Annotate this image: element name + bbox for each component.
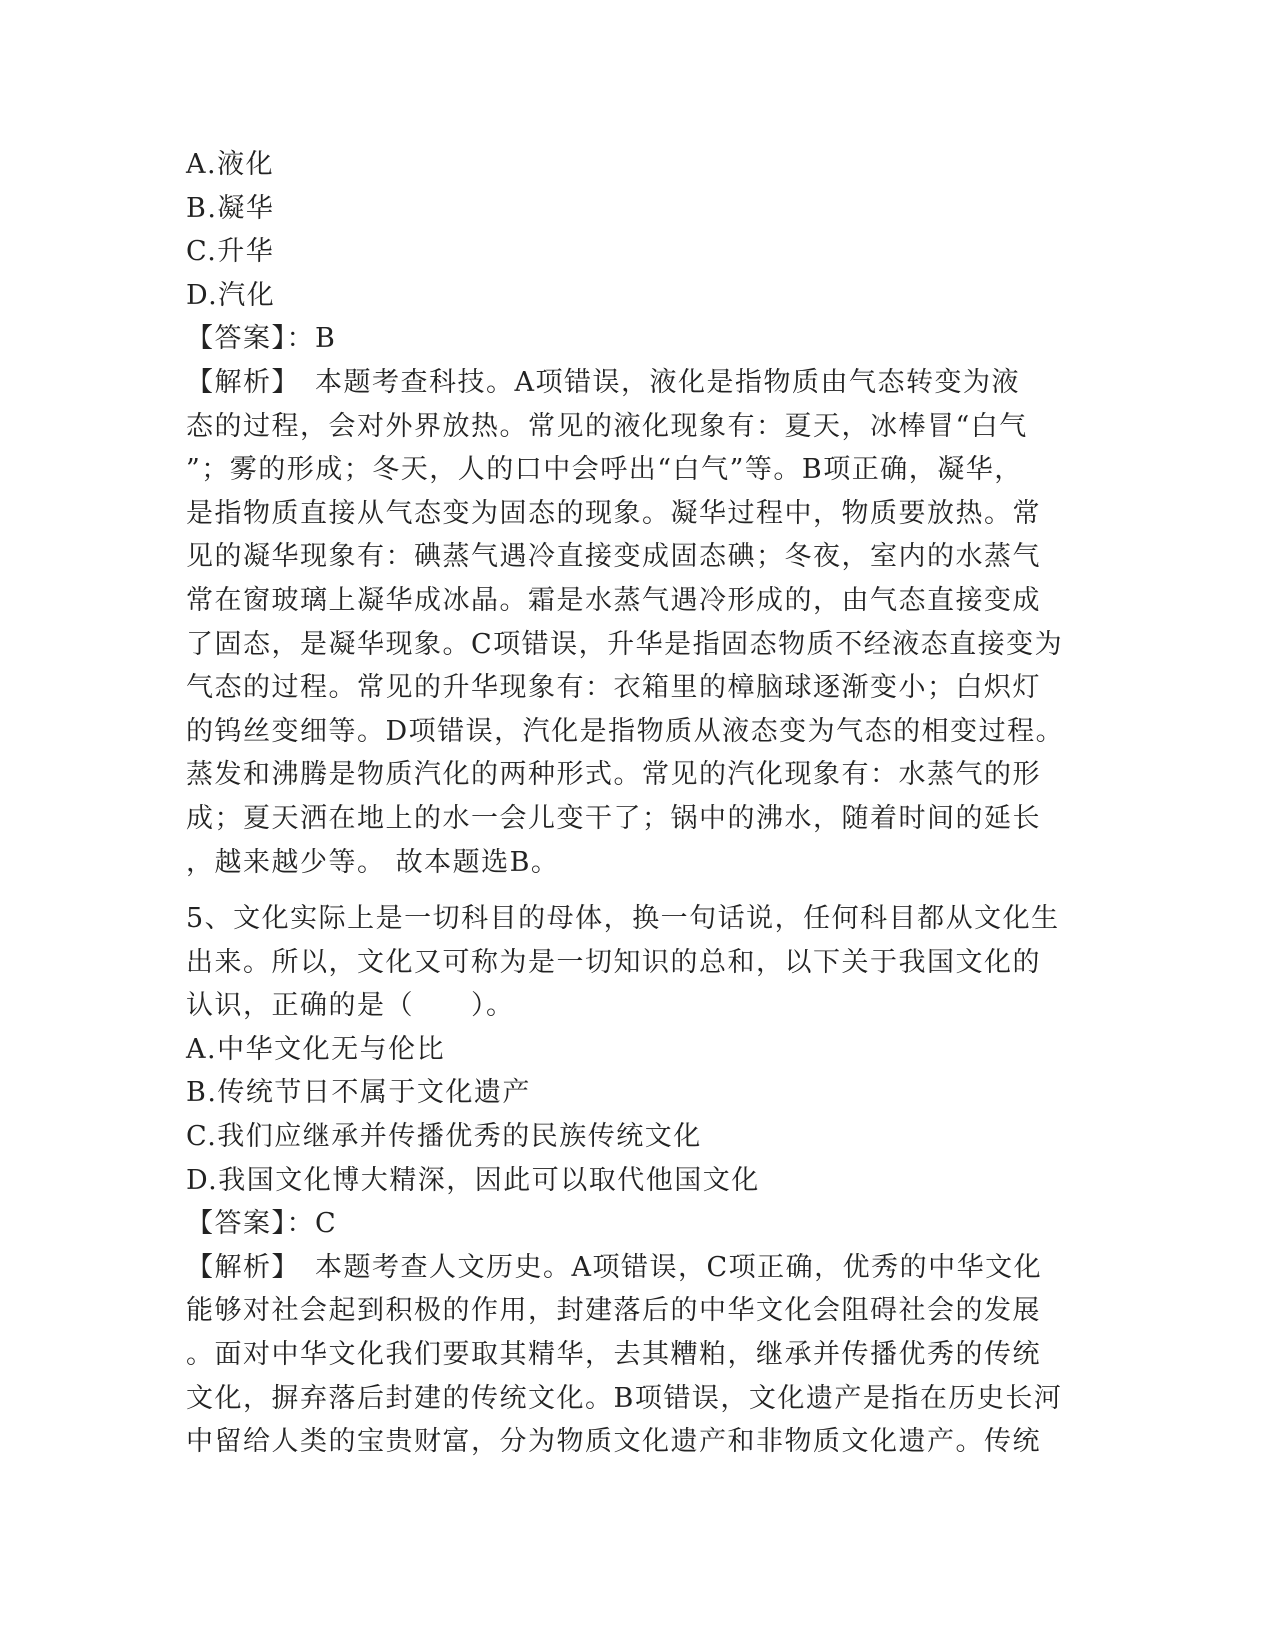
document-page xyxy=(186,143,1086,1464)
analysis-line: 文化，摒弃落后封建的传统文化。B项错误，文化遗产是指在历史长河 xyxy=(186,1382,1063,1414)
analysis-line: 能够对社会起到积极的作用，封建落后的中华文化会阻碍社会的发展 xyxy=(186,1295,1041,1327)
analysis-paragraph xyxy=(186,1246,1086,1464)
question-5-block xyxy=(186,897,1086,1464)
analysis-line: 【解析】 本题考查科技。A项错误，液化是指物质由气态转变为液 xyxy=(186,366,1020,398)
analysis-line: 成；夏天洒在地上的水一会儿变干了；锅中的沸水，随着时间的延长 xyxy=(186,802,1041,834)
option-c: C.升华 xyxy=(186,236,275,268)
analysis-line: 态的过程，会对外界放热。常见的液化现象有：夏天，冰棒冒“白气 xyxy=(186,410,1028,442)
analysis-line: ，越来越少等。 故本题选B。 xyxy=(186,846,560,878)
option-d: D.我国文化博大精深，因此可以取代他国文化 xyxy=(186,1164,760,1196)
analysis-line: 是指物质直接从气态变为固态的现象。凝华过程中，物质要放热。常 xyxy=(186,497,1041,529)
analysis-line: 。面对中华文化我们要取其精华，去其糟粕，继承并传播优秀的传统 xyxy=(186,1339,1041,1371)
option-b: B.传统节日不属于文化遗产 xyxy=(186,1077,531,1109)
question-line: 5、文化实际上是一切科目的母体，换一句话说，任何科目都从文化生 xyxy=(186,903,1060,935)
option-d: D.汽化 xyxy=(186,279,276,311)
option-a: A.中华文化无与伦比 xyxy=(186,1033,446,1065)
analysis-line: 蒸发和沸腾是物质汽化的两种形式。常见的汽化现象有：水蒸气的形 xyxy=(186,759,1041,791)
option-b: B.凝华 xyxy=(186,192,275,224)
analysis-line: 的钨丝变细等。D项错误，汽化是指物质从液态变为气态的相变过程。 xyxy=(186,715,1065,747)
analysis-line: 了固态，是凝华现象。C项错误，升华是指固态物质不经液态直接变为 xyxy=(186,628,1064,660)
analysis-line: 气态的过程。常见的升华现象有：衣箱里的樟脑球逐渐变小；白炽灯 xyxy=(186,672,1041,704)
answer-line: 【答案】：C xyxy=(186,1208,338,1240)
question-4-block xyxy=(186,143,1086,884)
option-a: A.液化 xyxy=(186,149,275,180)
analysis-line: 见的凝华现象有：碘蒸气遇冷直接变成固态碘；冬夜，室内的水蒸气 xyxy=(186,541,1041,573)
answer-line: 【答案】：B xyxy=(186,323,337,355)
analysis-line: ”；雾的形成；冬天，人的口中会呼出“白气”等。B项正确，凝华， xyxy=(186,454,1023,486)
option-c: C.我们应继承并传播优秀的民族传统文化 xyxy=(186,1121,702,1153)
analysis-line: 中留给人类的宝贵财富，分为物质文化遗产和非物质文化遗产。传统 xyxy=(186,1426,1041,1458)
analysis-line: 常在窗玻璃上凝华成冰晶。霜是水蒸气遇冷形成的，由气态直接变成 xyxy=(186,584,1041,616)
question-line: 认识，正确的是（ ）。 xyxy=(186,990,515,1022)
analysis-paragraph xyxy=(186,361,1086,884)
analysis-line: 【解析】 本题考查人文历史。A项错误，C项正确，优秀的中华文化 xyxy=(186,1251,1043,1283)
question-spacer xyxy=(186,884,1086,897)
question-stem xyxy=(186,897,1086,1028)
question-line: 出来。所以，文化又可称为是一切知识的总和，以下关于我国文化的 xyxy=(186,946,1041,978)
